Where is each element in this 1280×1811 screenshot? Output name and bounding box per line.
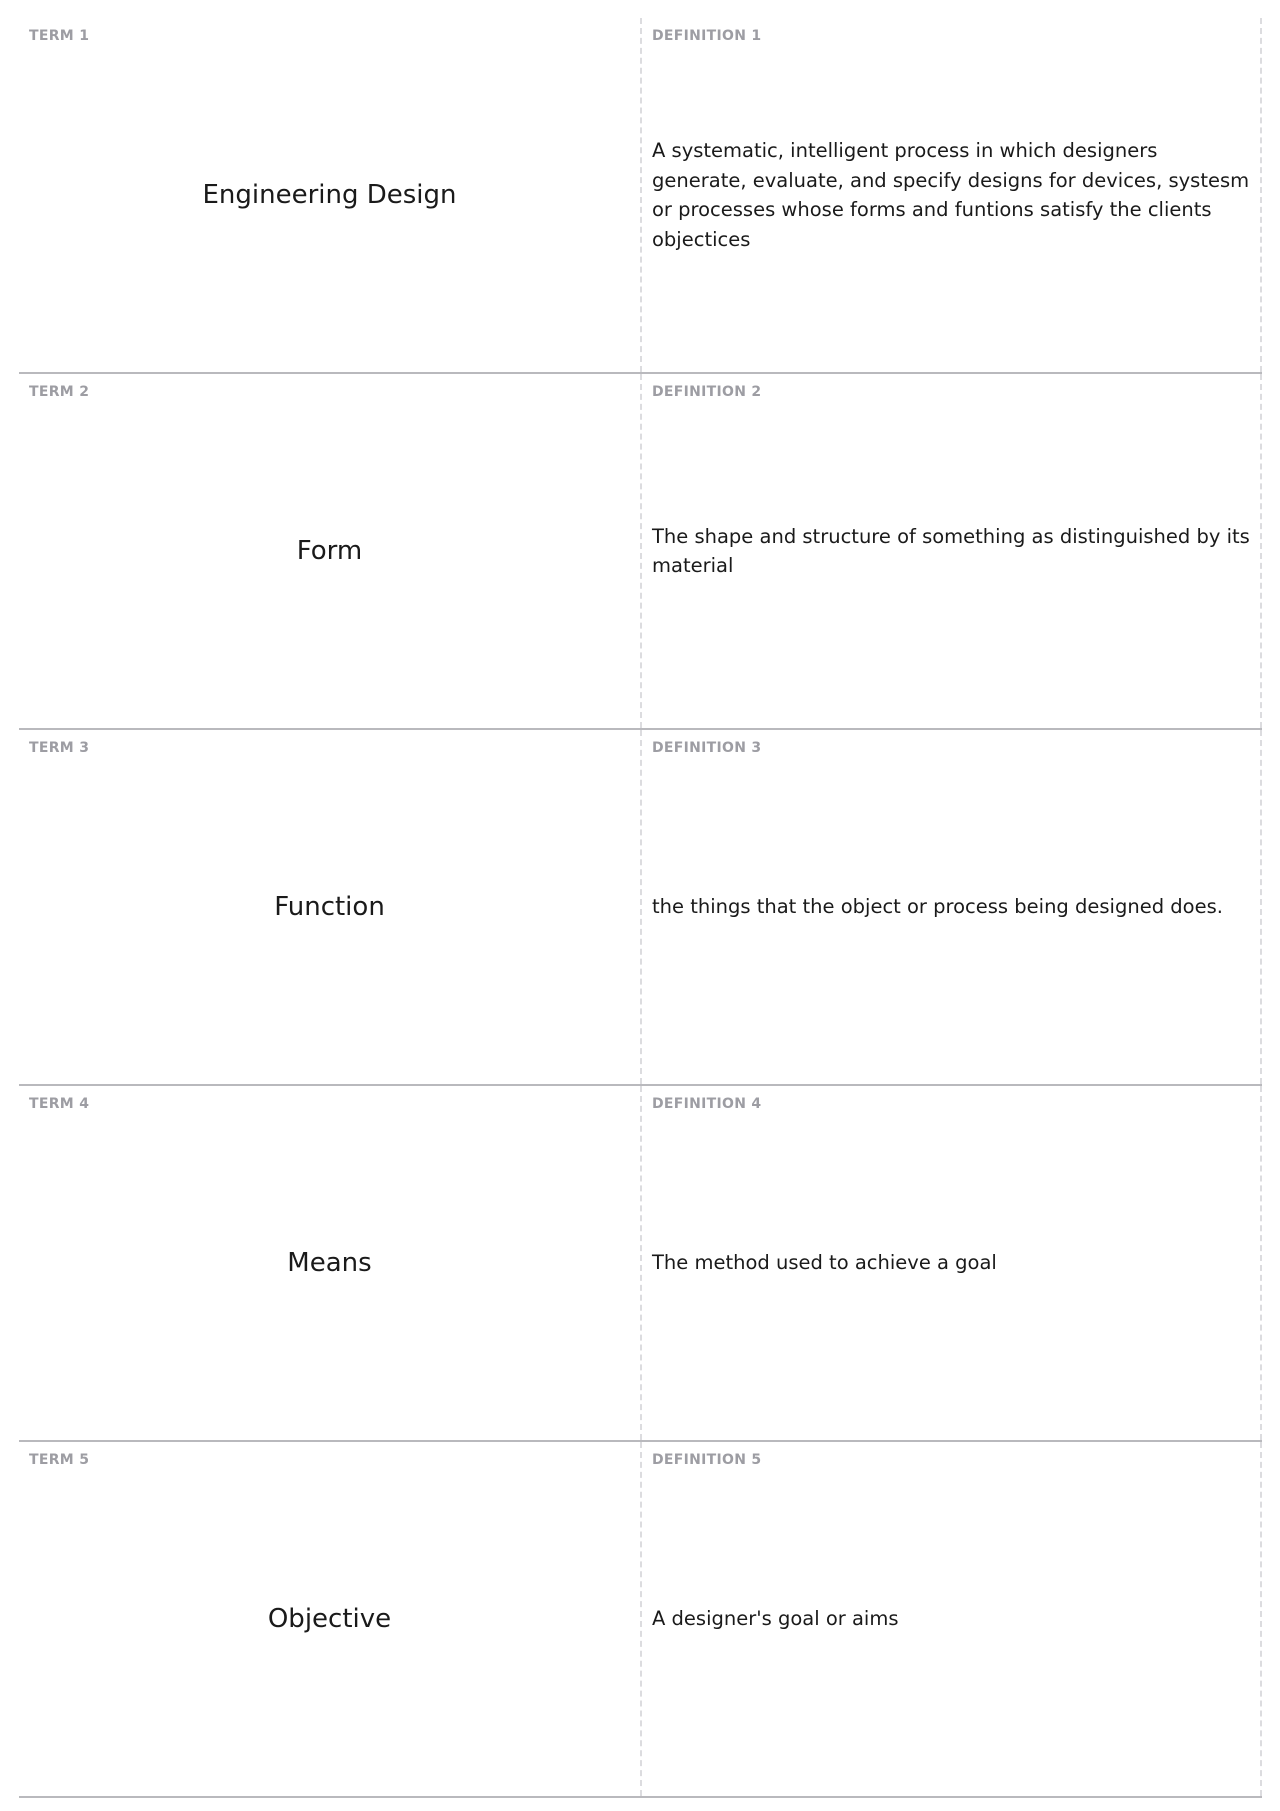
term-text-3: Function	[274, 892, 385, 922]
term-text-5: Objective	[267, 1604, 392, 1634]
term-cell-5	[19, 1442, 642, 1796]
term-label-1: TERM 1	[29, 28, 90, 44]
definition-cell-3	[642, 730, 1262, 1084]
term-cell-2	[19, 374, 642, 728]
definition-text-5	[652, 1442, 1252, 1796]
flashcard-4	[19, 1086, 1262, 1442]
definition-text-content-5: A designer's goal or aims	[652, 1607, 899, 1631]
definition-text-2	[652, 374, 1252, 728]
term-label-3: TERM 3	[29, 740, 90, 756]
flashcard-sheet	[19, 18, 1262, 1800]
definition-text-4	[652, 1086, 1252, 1440]
definition-text-content-1: A systematic, intelligent process in which designers generate, evaluate, and specify designs for devices, systesm or processes whose forms and funtions satisfy the clients objectices	[652, 139, 1250, 251]
flashcard-2	[19, 374, 1262, 730]
term-text-2: Form	[296, 536, 363, 566]
term-label-5: TERM 5	[29, 1452, 90, 1468]
definition-label-2: DEFINITION 2	[652, 384, 762, 400]
term-text-1: Engineering Design	[202, 180, 457, 210]
definition-cell-4	[642, 1086, 1262, 1440]
flashcard-3	[19, 730, 1262, 1086]
definition-cell-5	[642, 1442, 1262, 1796]
flashcard-1	[19, 18, 1262, 374]
definition-label-5: DEFINITION 5	[652, 1452, 762, 1468]
definition-text-content-4: The method used to achieve a goal	[652, 1251, 997, 1275]
definition-label-4: DEFINITION 4	[652, 1096, 762, 1112]
term-cell-1	[19, 18, 642, 372]
definition-cell-1	[642, 18, 1262, 372]
definition-text-1	[652, 18, 1252, 372]
term-text-4: Means	[287, 1248, 372, 1278]
term-label-2: TERM 2	[29, 384, 90, 400]
definition-text-3	[652, 730, 1252, 1084]
term-cell-4	[19, 1086, 642, 1440]
definition-label-3: DEFINITION 3	[652, 740, 762, 756]
definition-cell-2	[642, 374, 1262, 728]
flashcard-5	[19, 1442, 1262, 1798]
term-cell-3	[19, 730, 642, 1084]
definition-text-content-2: The shape and structure of something as distinguished by its material	[652, 524, 1250, 577]
term-label-4: TERM 4	[29, 1096, 90, 1112]
definition-label-1: DEFINITION 1	[652, 28, 762, 44]
definition-text-content-3: the things that the object or process being designed does.	[652, 895, 1223, 919]
